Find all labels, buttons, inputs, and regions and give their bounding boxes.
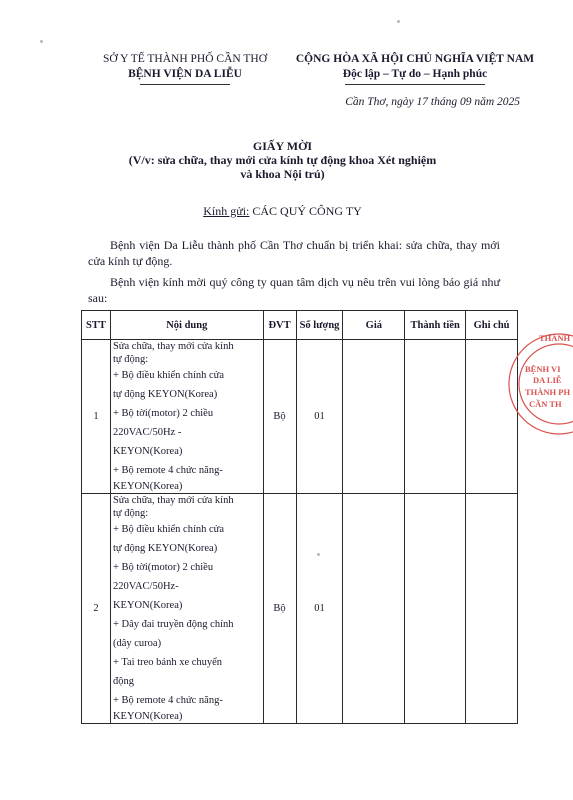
row-total (405, 494, 466, 724)
hospital-name: BỆNH VIỆN DA LIỄU (128, 68, 242, 80)
subject-line-2: và khoa Nội trú) (240, 167, 325, 181)
row-total (405, 340, 466, 494)
document-title: GIẤY MỜI (252, 139, 313, 153)
desc-line: 220VAC/50Hz - (112, 427, 182, 438)
seal-text-2: BỆNH VI (525, 364, 561, 374)
quotation-table (81, 310, 518, 724)
seal-text-4: THÀNH PH (525, 387, 571, 397)
desc-line: + Bộ tời(motor) 2 chiều (112, 562, 214, 573)
header-price: Giá (343, 311, 405, 340)
salutation-label: Kính gửi: (203, 204, 250, 218)
desc-line: tự động KEYON(Korea) (112, 543, 218, 554)
row-price (343, 340, 405, 494)
header-unit: ĐVT (263, 311, 296, 340)
row-qty: 01 (296, 340, 343, 494)
paragraph-2: Bệnh viện kính mời quý công ty quan tâm dịch vụ nêu trên vui lòng báo giá như sau: (88, 275, 500, 305)
row-description (110, 494, 263, 724)
header-qty: Số lượng (296, 311, 343, 340)
agency-name: SỞ Y TẾ THÀNH PHỐ CẦN THƠ (103, 53, 267, 65)
row-stt: 1 (82, 340, 111, 494)
desc-line: KEYON(Korea) (112, 481, 183, 492)
row-unit: Bộ (263, 494, 296, 724)
desc-line: động (112, 676, 134, 687)
desc-line: Sửa chữa, thay mới cửa kính (112, 495, 234, 506)
desc-line: tự động KEYON(Korea) (112, 389, 218, 400)
issue-date: Cần Thơ, ngày 17 tháng 09 năm 2025 (345, 96, 520, 108)
table-row (82, 494, 518, 724)
row-unit: Bộ (263, 340, 296, 494)
paragraph-1: Bệnh viện Da Liễu thành phố Cần Thơ chuẩn bị triển khai: sửa chữa, thay mới cửa kính tự động. (88, 238, 500, 268)
scan-speck (317, 553, 320, 556)
header-note: Ghi chú (466, 311, 518, 340)
row-qty: 01 (296, 494, 343, 724)
desc-line: + Bộ remote 4 chức năng- (112, 695, 223, 706)
subject-line-1: (V/v: sửa chữa, thay mới cửa kính tự động khoa Xét nghiệm (128, 153, 437, 167)
header-stt: STT (82, 311, 111, 340)
document-title-block (0, 139, 565, 181)
motto-underline (345, 84, 485, 85)
row-note (466, 494, 518, 724)
desc-line: tự động: (112, 354, 149, 365)
desc-line: KEYON(Korea) (112, 600, 183, 611)
salutation-recipient: CÁC QUÝ CÔNG TY (252, 204, 362, 218)
desc-line: tự động: (112, 508, 149, 519)
desc-line: + Bộ điều khiển chính cửa (112, 524, 225, 535)
table-header-row (82, 311, 518, 340)
seal-text-5: CẦN TH (529, 399, 562, 409)
header-total: Thành tiền (405, 311, 466, 340)
desc-line: + Tai treo bánh xe chuyển (112, 657, 223, 668)
desc-line: 220VAC/50Hz- (112, 581, 179, 592)
seal-text-3: DA LIỄ (533, 375, 562, 385)
desc-line: + Bộ điều khiển chính cửa (112, 370, 225, 381)
desc-line: + Bộ tời(motor) 2 chiều (112, 408, 214, 419)
row-description (110, 340, 263, 494)
scan-speck (397, 20, 400, 23)
desc-line: KEYON(Korea) (112, 446, 183, 457)
desc-line: Sửa chữa, thay mới cửa kính (112, 341, 234, 352)
motto: Độc lập – Tự do – Hạnh phúc (342, 68, 488, 80)
desc-line: KEYON(Korea) (112, 711, 183, 722)
desc-line: + Dây đai truyền động chính (112, 619, 234, 630)
red-seal-stamp (503, 330, 573, 438)
table-row (82, 340, 518, 494)
agency-block (90, 52, 280, 85)
scan-speck (40, 40, 43, 43)
nation-name: CỘNG HÒA XÃ HỘI CHỦ NGHĨA VIỆT NAM (295, 53, 535, 65)
desc-line: (dây curoa) (112, 638, 162, 649)
row-stt: 2 (82, 494, 111, 724)
row-price (343, 494, 405, 724)
header-content: Nội dung (110, 311, 263, 340)
seal-text-1: THÀNH (539, 333, 571, 343)
salutation (0, 204, 565, 219)
national-block (270, 52, 560, 85)
hospital-underline (140, 84, 230, 85)
desc-line: + Bộ remote 4 chức năng- (112, 465, 223, 476)
